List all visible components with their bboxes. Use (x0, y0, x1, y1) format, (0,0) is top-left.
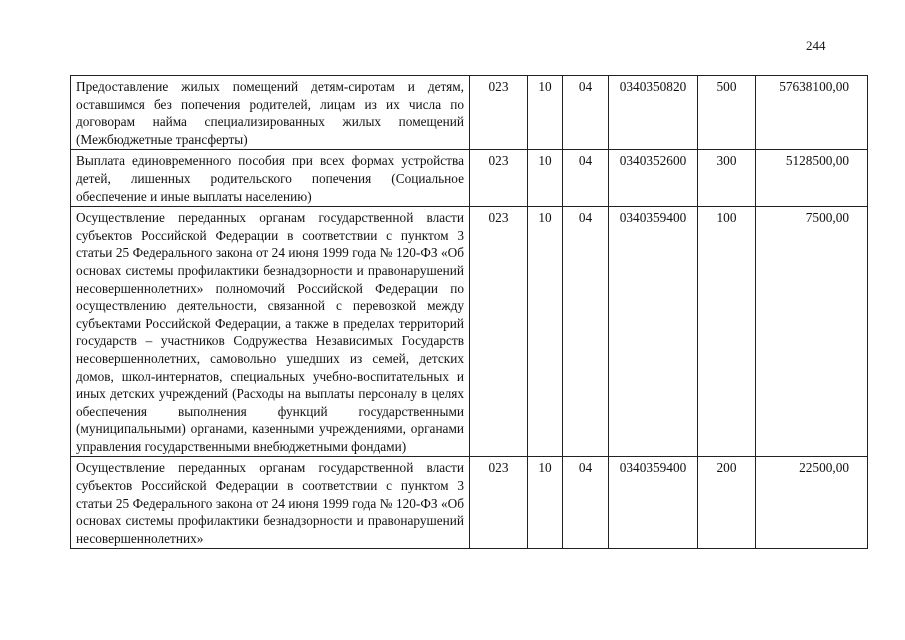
amount: 57638100,00 (756, 76, 868, 150)
expense-type-code: 200 (698, 457, 756, 549)
ministry-code: 023 (470, 457, 528, 549)
ministry-code: 023 (470, 76, 528, 150)
section-code: 10 (528, 207, 563, 457)
subsection-code: 04 (563, 150, 609, 207)
subsection-code: 04 (563, 76, 609, 150)
expense-type-code: 100 (698, 207, 756, 457)
subsection-code: 04 (563, 207, 609, 457)
page-number: 244 (806, 38, 826, 53)
target-article-code: 0340359400 (609, 457, 698, 549)
expense-description: Выплата единовременного пособия при всех формах устройства детей, лишенных родительского попечения (Социальное обеспечение и иные выплаты населению) (71, 150, 470, 207)
expense-type-code: 300 (698, 150, 756, 207)
target-article-code: 0340352600 (609, 150, 698, 207)
table-row (71, 207, 868, 457)
section-code: 10 (528, 76, 563, 150)
table-row (71, 76, 868, 150)
table-row (71, 457, 868, 549)
amount: 22500,00 (756, 457, 868, 549)
ministry-code: 023 (470, 150, 528, 207)
expense-description: Предоставление жилых помещений детям-сиротам и детям, оставшимся без попечения родителей, лицам из их числа по договорам найма специализированных жилых помещений (Межбюджетные трансферты) (71, 76, 470, 150)
target-article-code: 0340350820 (609, 76, 698, 150)
table-row (71, 150, 868, 207)
section-code: 10 (528, 150, 563, 207)
section-code: 10 (528, 457, 563, 549)
expense-type-code: 500 (698, 76, 756, 150)
expense-description: Осуществление переданных органам государственной власти субъектов Российской Федерации в соответствии с пунктом 3 статьи 25 Федерального закона от 24 июня 1999 года № 120-ФЗ «Об основах системы профилактики безнадзорности и правонарушений несовершеннолетних» (71, 457, 470, 549)
amount: 7500,00 (756, 207, 868, 457)
amount: 5128500,00 (756, 150, 868, 207)
budget-table (70, 75, 868, 549)
target-article-code: 0340359400 (609, 207, 698, 457)
ministry-code: 023 (470, 207, 528, 457)
subsection-code: 04 (563, 457, 609, 549)
expense-description: Осуществление переданных органам государственной власти субъектов Российской Федерации в соответствии с пунктом 3 статьи 25 Федерального закона от 24 июня 1999 года № 120-ФЗ «Об основах системы профилактики безнадзорности и правонарушений несовершеннолетних» полномочий Российской Федерации по осуществлению деятельности, связанной с перевозкой между субъектами Российской Федерации, а также в пределах территорий государств – участников Содружества Независимых Государств несовершеннолетних, самовольно ушедших из семей, детских домов, школ-интернатов, специальных учебно-воспитательных и иных детских учреждений (Расходы на выплаты персоналу в целях обеспечения выполнения функций государственными (муниципальными) органами, казенными учреждениями, органами управления государственными внебюджетными фондами) (71, 207, 470, 457)
